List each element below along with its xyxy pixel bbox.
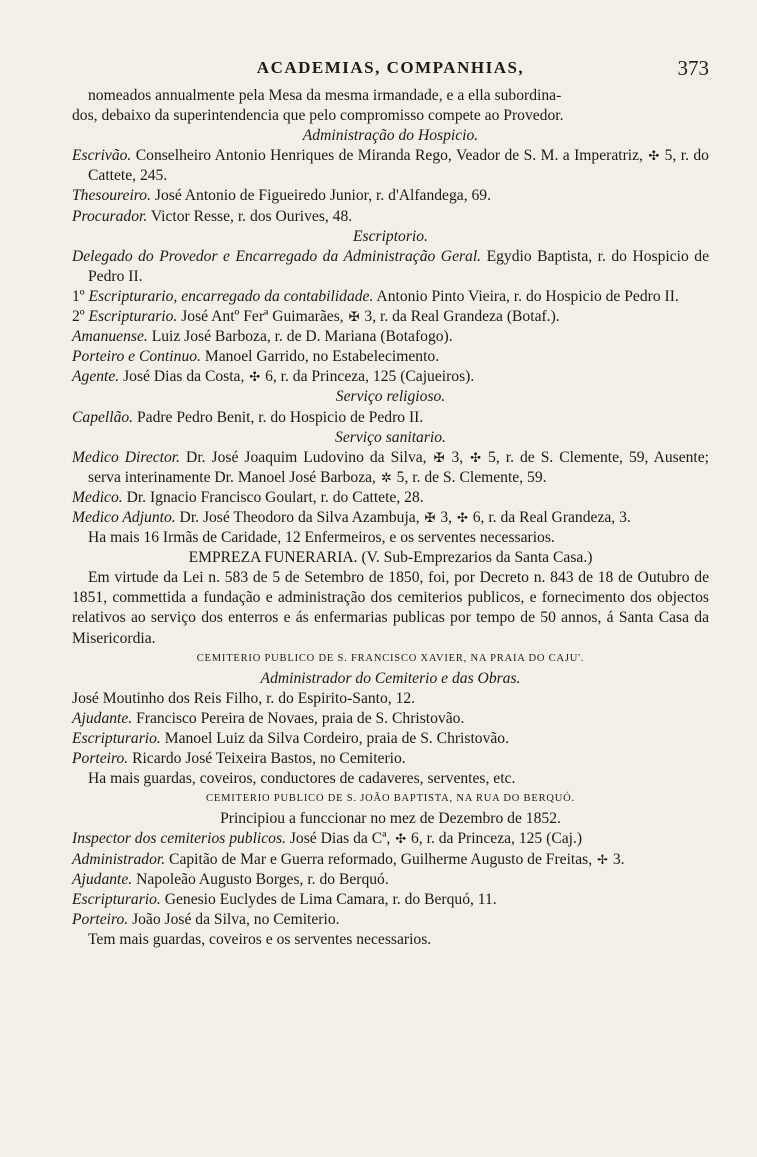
text-line [72,367,709,387]
role-label: Inspector dos cemiterios publicos. [72,830,286,848]
text-span: Napoleão Augusto Borges, r. do Berquó. [132,870,389,888]
text-line [72,207,709,227]
text-span: Genesio Euclydes de Lima Camara, r. do Berquó, 11. [160,890,497,908]
text-span: 3. [608,850,625,868]
text-line [72,749,709,769]
text-span: 6, r. da Princeza, 125 (Caj.) [407,830,583,848]
text-span: 3, r. da Real Grandeza (Botaf.). [360,308,560,326]
role-label: Escripturario. [88,308,178,326]
text-line [72,689,709,709]
role-label: Amanuense. [72,328,148,346]
text-line [72,86,709,106]
role-label: Agente. [72,368,120,386]
text-span: CEMITERIO PUBLICO DE S. FRANCISCO XAVIER, NA PRAIA DO CAJU'. [196,652,585,664]
cemetery-heading [72,649,709,669]
text-span: EMPREZA FUNERARIA. [188,549,358,567]
text-span: 5, r. do Cattete, 245. [88,147,709,185]
text-span: Dr. José Joaquim Ludovino da Silva, [180,448,433,466]
text-span: 5, r. de S. Clemente, 59, Ausente; serva interinamente Dr. Manoel José Barboza, [88,448,709,486]
section-heading [72,387,709,407]
role-label: Capellão. [72,408,134,426]
order-decoration-icon: ✣ [470,449,482,465]
text-span: Dr. Ignacio Francisco Goulart, r. do Cattete, 28. [122,488,424,506]
order-decoration-icon: ✠ [348,309,360,325]
text-line [72,548,709,568]
role-label: Administrador. [72,850,166,868]
page-body [72,86,709,950]
text-span: 5, r. de S. Clemente, 59. [392,468,547,486]
text-line [72,186,709,206]
text-span: Luiz José Barboza, r. de D. Mariana (Botafogo). [147,328,453,346]
role-label: Porteiro. [72,910,129,928]
text-span: Escriptorio. [353,227,428,245]
role-label: Porteiro. [72,750,129,768]
text-span: Administrador do Cemiterio e das Obras. [260,669,521,687]
section-heading [72,669,709,689]
order-decoration-icon: ✠ [433,449,445,465]
text-span: Conselheiro Antonio Henriques de Miranda Rego, Veador de S. M. a Imperatriz, [131,147,648,165]
order-decoration-icon: ✣ [395,831,407,847]
text-span: CEMITERIO PUBLICO DE S. JOÃO BAPTISTA, NA RUA DO BERQUÓ. [206,793,575,805]
order-decoration-icon: ✠ [424,509,436,525]
text-line [72,829,709,849]
text-line [72,930,709,950]
section-heading [72,428,709,448]
order-decoration-icon: ✢ [597,851,608,867]
text-line [72,488,709,508]
text-span: 2º [72,308,89,326]
text-span: Serviço religioso. [335,388,446,406]
text-span: 6, r. da Real Grandeza, 3. [468,508,631,526]
text-span: Manoel Garrido, no Estabelecimento. [200,348,440,366]
text-line [72,890,709,910]
order-decoration-icon: ✲ [380,469,392,485]
text-line [72,910,709,930]
text-span: Administração do Hospicio. [302,127,479,145]
text-span: (V. Sub-Emprezarios da Santa Casa.) [357,549,593,567]
text-line [72,146,709,186]
text-line [72,508,709,528]
text-span: Padre Pedro Benit, r. do Hospicio de Pedro II. [133,408,424,426]
text-line [72,448,709,488]
text-line [72,729,709,749]
text-line [72,809,709,829]
text-line [72,287,709,307]
text-span: Egydio Baptista, r. do Hospicio de Pedro II. [88,247,709,285]
text-span: Antonio Pinto Vieira, r. do Hospicio de Pedro II. [373,287,679,305]
text-line [72,327,709,347]
text-line [72,870,709,890]
role-label: Escripturario. [72,890,161,908]
role-label: Medico Adjunto. [72,508,176,526]
role-label: Procurador. [72,207,148,225]
text-line [72,709,709,729]
text-span: José Moutinho dos Reis Filho, r. do Espirito-Santo, 12. [72,689,416,707]
text-span: Francisco Pereira de Novaes, praia de S. Christovão. [132,709,465,727]
text-line [72,528,709,548]
text-span: José Dias da Cª, [285,830,395,848]
text-span: José Antº Ferª Guimarães, [177,308,348,326]
role-label: Escripturario, encarregado da contabilidade. [88,287,374,305]
section-heading [72,227,709,247]
text-span: Serviço sanitario. [335,428,446,446]
text-span: Tem mais guardas, coveiros e os serventes necessarios. [88,930,432,948]
running-header [72,58,709,84]
text-span: Ha mais 16 Irmãs de Caridade, 12 Enfermeiros, e os serventes necessarios. [88,529,555,547]
order-decoration-icon: ✣ [249,369,261,385]
text-span: 3, [445,448,470,466]
text-span: nomeados annualmente pela Mesa da mesma irmandade, e a ella subordina- [88,87,562,104]
role-label: Medico. [72,488,123,506]
text-span: Dr. José Theodoro da Silva Azambuja, [175,508,424,526]
text-span: 6, r. da Princeza, 125 (Cajueiros). [261,368,475,386]
text-span: Victor Resse, r. dos Ourives, 48. [147,207,353,225]
section-heading [72,126,709,146]
role-label: Escrivão. [72,147,132,165]
text-span: 3, [436,508,456,526]
text-line [72,347,709,367]
text-span: Em virtude da Lei n. 583 de 5 de Setembro de 1850, foi, por Decreto n. 843 de 18 de Outubro de 1851, commettida a fundação e administração dos cemiterios publicos, e fornecimento dos objectos relativos ao serviço dos enterros e ás enfermarias publicas por tempo de 50 annos, á Santa Casa da Misericordia. [72,569,709,647]
role-label: Medico Director. [72,448,181,466]
text-span: dos, debaixo da superintendencia que pelo compromisso compete ao Provedor. [72,107,564,125]
order-decoration-icon: ✣ [456,509,468,525]
header-title: ACADEMIAS, COMPANHIAS, [256,58,525,77]
text-line [72,769,709,789]
order-decoration-icon: ✣ [648,148,660,164]
text-line [72,408,709,428]
text-span: Ricardo José Teixeira Bastos, no Cemiterio. [128,750,406,768]
role-label: Escripturario. [72,730,161,747]
text-span: José Dias da Costa, [119,368,249,386]
role-label: Porteiro e Continuo. [72,348,201,366]
text-line [72,850,709,870]
text-span: 1º [72,287,89,305]
role-label: Delegado do Provedor e Encarregado da Administração Geral. [72,247,482,265]
page-number: 373 [677,56,709,80]
text-line [72,307,709,327]
text-span: Ha mais guardas, coveiros, conductores de cadaveres, serventes, etc. [88,770,516,788]
text-line [72,247,709,287]
text-line [72,568,709,648]
text-span: Manoel Luiz da Silva Cordeiro, praia de S. Christovão. [160,730,509,747]
role-label: Thesoureiro. [72,187,151,205]
text-span: João José da Silva, no Cemiterio. [128,910,340,928]
role-label: Ajudante. [72,709,133,727]
text-line [72,106,709,126]
text-span: Principiou a funccionar no mez de Dezembro de 1852. [220,810,561,828]
role-label: Ajudante. [72,870,133,888]
cemetery-heading [72,789,709,809]
text-span: José Antonio de Figueiredo Junior, r. d'Alfandega, 69. [150,187,491,205]
text-span: Capitão de Mar e Guerra reformado, Guilherme Augusto de Freitas, [165,850,597,868]
